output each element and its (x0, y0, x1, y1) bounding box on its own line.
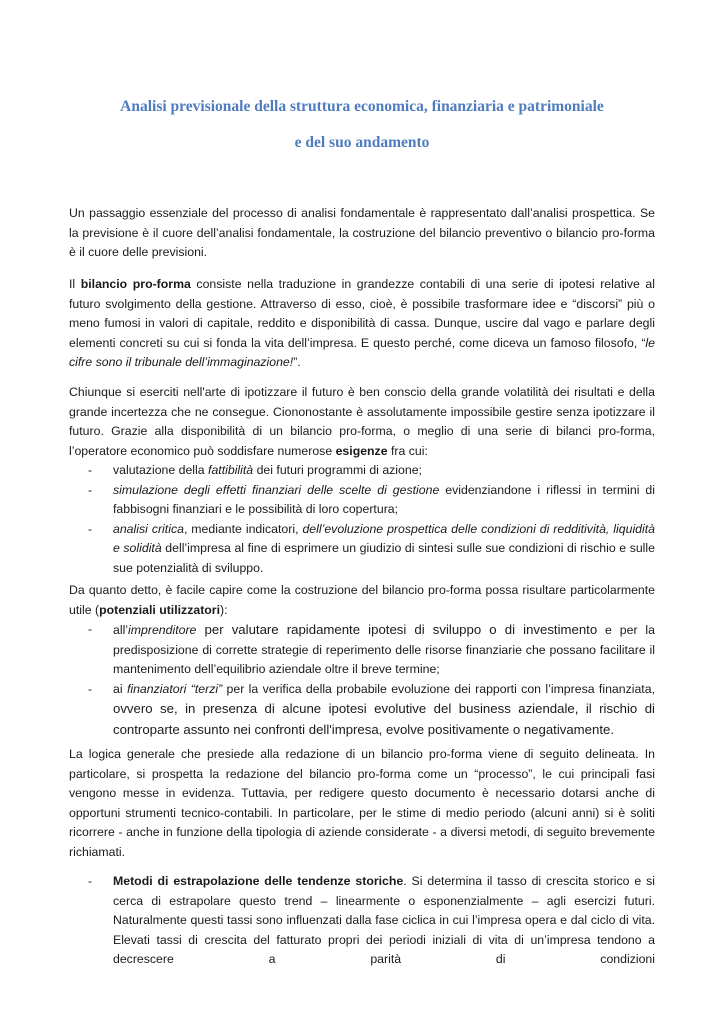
dash-bullet: - (88, 463, 93, 477)
bold-term-bilancio-pro-forma: bilancio pro-forma (80, 277, 191, 291)
dash-bullet: - (88, 521, 93, 536)
paragraph-esigenze: Chiunque si eserciti nell'arte di ipotizzare il futuro è ben conscio della grande volatilità dei risultati e della grande incertezza che ne consegue. Ciononostante è assolutamente impossibile gestire senza ipotizzare il futuro. Grazie alla disponibilità di un bilancio pro-forma, o meglio di una serie di bilanci pro-forma, l’operatore economico può soddisfare numerose esigenze fra cui: (69, 385, 655, 458)
paragraph-utilizzatori: Da quanto detto, è facile capire come la costruzione del bilancio pro-forma possa risultare particolarmente utile (potenziali utilizzatori): (69, 583, 655, 617)
list-item: - simulazione degli effetti finanziari delle scelte di gestione evidenziandone i riflessi in termini di fabbisogni finanziari e le possibilità di loro copertura; (88, 482, 655, 516)
metodi-list (69, 872, 655, 989)
list-item: - analisi critica, mediante indicatori, dell’evoluzione prospettica delle condizioni di redditività, liquidità e solidità dell’impresa al fine di esprimere un giudizio di sintesi sulle sue condizioni di rischio e sulle sue potenzialità di sviluppo. (88, 521, 655, 575)
dash-bullet: - (88, 482, 93, 497)
bold-term-metodi-estrapolazione: Metodi di estrapolazione delle tendenze storiche (113, 874, 404, 888)
paragraph-intro: Un passaggio essenziale del processo di analisi fondamentale è rappresentato dall’analisi prospettica. Se la previsione è il cuore dell’analisi fondamentale, la costruzione del bilancio preventivo o bilancio pro-forma è il cuore delle previsioni. (69, 206, 655, 259)
quote-italic: le cifre sono il tribunale dell’immaginazione! (69, 335, 655, 369)
list-item: - ai finanziatori “terzi” per la verifica della probabile evoluzione dei rapporti con l’impresa finanziata, ovvero se, in presenza di alcune ipotesi evolutive del business aziendale, il rischio di controparte assunto nei confronti dell'impresa, evolve positivamente o negativamente. (88, 681, 655, 737)
list-item: - valutazione della fattibilità dei futuri programmi di azione; (69, 461, 655, 481)
dash-bullet: - (88, 622, 93, 636)
list-item: - all’imprenditore per valutare rapidamente ipotesi di sviluppo o di investimento e per la predisposizione di corrette strategie di reperimento delle risorse finanziarie che possano facilitare il mantenimento dell’equilibrio aziendale oltre il breve termine; (88, 622, 655, 676)
paragraph-logica-generale: La logica generale che presiede alla redazione di un bilancio pro-forma viene di seguito delineata. In particolare, si prospetta la redazione del bilancio pro-forma come un “processo”, le cui principali fasi vengono messe in evidenza. Tuttavia, per redigere questo documento è necessario dotarsi anche di opportuni strumenti tecnico-contabili. In particolare, per le stime di medio periodo (alcuni anni) si è soliti ricorrere - anche in funzione della tipologia di aziende considerate - a diversi metodi, di seguito brevemente richiamati. (69, 747, 655, 859)
section-utilizzatori (69, 581, 655, 740)
bold-term-esigenze: esigenze (335, 443, 388, 458)
section-esigenze (69, 383, 655, 578)
dash-bullet: - (88, 681, 93, 696)
utilizzatori-list (69, 620, 655, 740)
dash-bullet: - (88, 874, 93, 888)
paragraph-bilancio-pro-forma: Il bilancio pro-forma consiste nella traduzione in grandezze contabili di una serie di ipotesi relative al futuro svolgimento della gestione. Attraverso di esso, cioè, è possibile trasformare idee e “discorsi” più o meno fumosi in valori di capitale, reddito e disponibilità di cassa. Dunque, uscire dal vago e parlare degli elementi concreti su cui si fonda la vita dell’impresa. E questo perché, come diceva un famoso filosofo, “le cifre sono il tribunale dell’immaginazione!”. (69, 277, 655, 369)
esigenze-list (69, 461, 655, 578)
bold-term-potenziali-utilizzatori: potenziali utilizzatori (99, 602, 220, 617)
document-title-line1: Analisi previsionale della struttura economica, finanziaria e patrimoniale (120, 98, 604, 115)
list-item: - Metodi di estrapolazione delle tendenze storiche. Si determina il tasso di crescita storico e si cerca di estrapolare questo trend – linearmente o esponenzialmente – agli esercizi futuri. Naturalmente questi tassi sono influenzati dalla fase ciclica in cui l’impresa opera e dal ciclo di vita. Elevati tassi di crescita del fatturato propri dei periodi iniziali di vita di un’impresa tendono a decrescere a parità di condizioni (88, 874, 655, 966)
document-title-line2: e del suo andamento (294, 134, 430, 151)
